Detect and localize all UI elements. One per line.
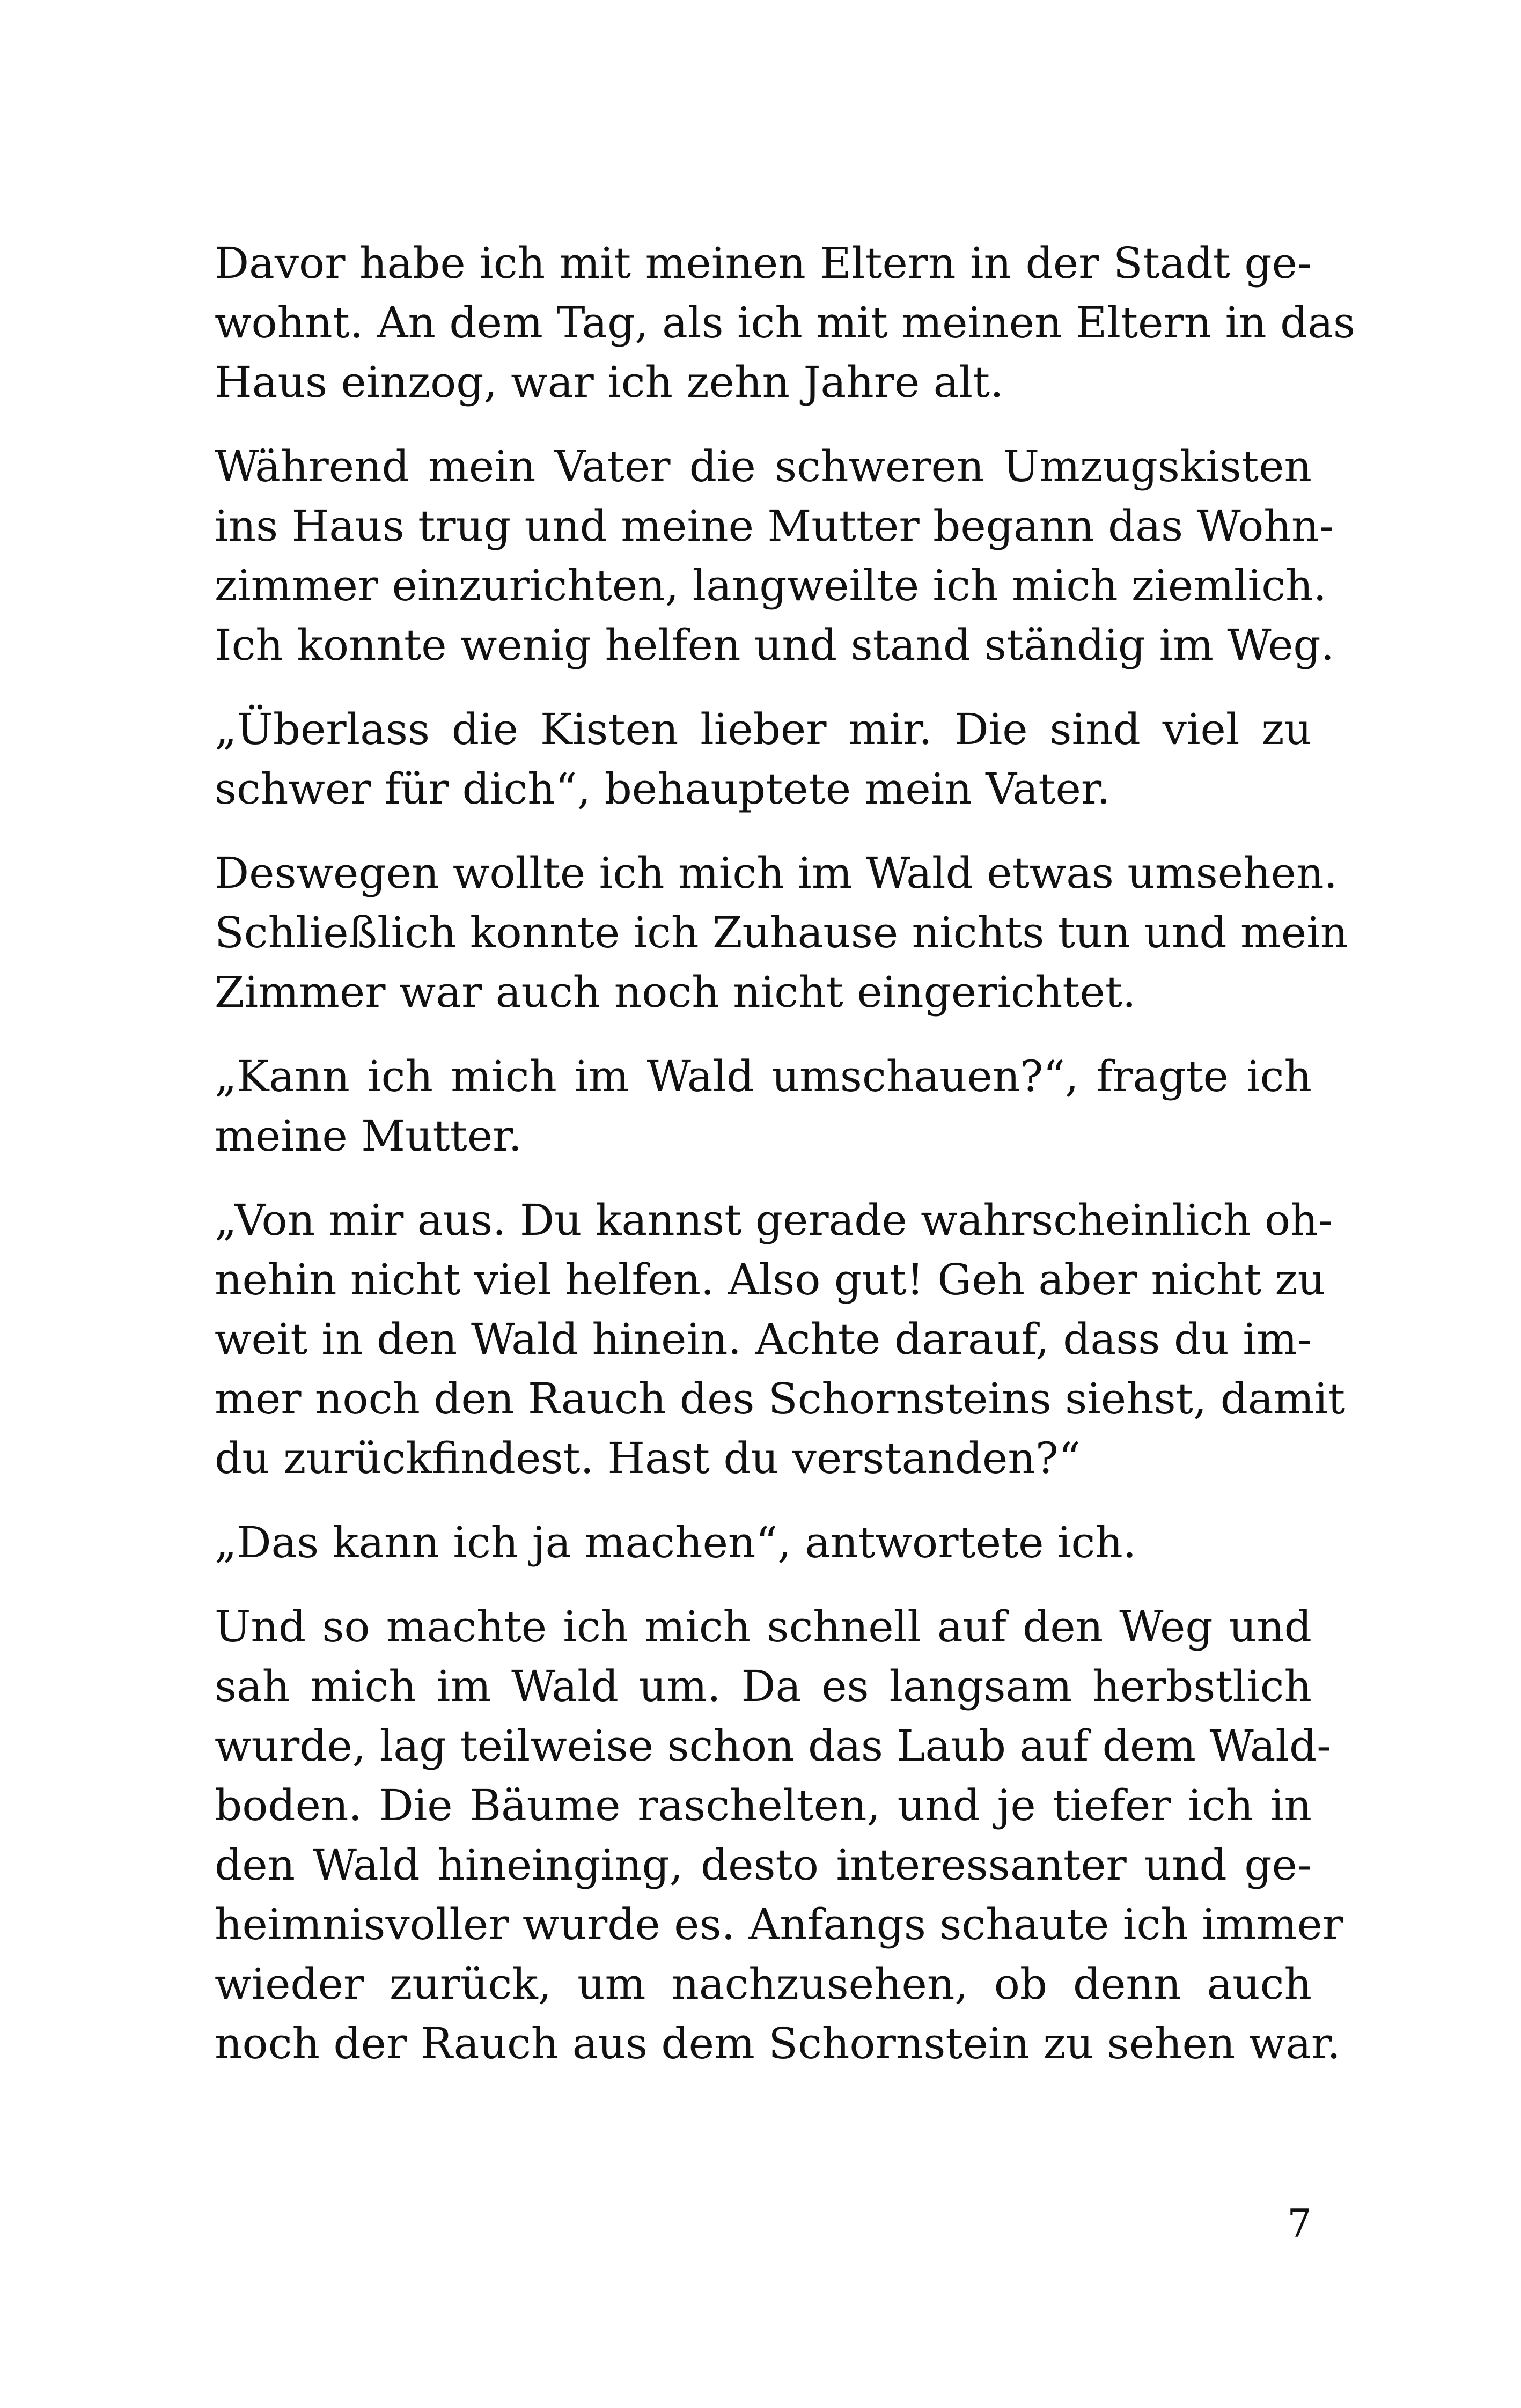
text-line: schwer für dich“, behauptete mein Vater. xyxy=(215,764,1111,814)
text-line: „Kann ich mich im Wald umschauen?“, fragte ich xyxy=(215,1051,1312,1101)
text-line: Deswegen wollte ich mich im Wald etwas umsehen. xyxy=(215,848,1338,898)
text-line: meine Mutter. xyxy=(215,1111,523,1161)
paragraph-8 xyxy=(215,1597,1343,2073)
text-line: weit in den Wald hinein. Achte darauf, dass du im- xyxy=(215,1314,1312,1364)
text-line: sah mich im Wald um. Da es langsam herbstlich xyxy=(215,1661,1312,1711)
text-line: zimmer einzurichten, langweilte ich mich ziemlich. xyxy=(215,561,1327,610)
text-line: den Wald hineinging, desto interessanter und ge- xyxy=(215,1840,1312,1890)
paragraph-7 xyxy=(215,1513,1312,1572)
text-line: Davor habe ich mit meinen Eltern in der Stadt ge- xyxy=(215,238,1312,288)
text-line: wohnt. An dem Tag, als ich mit meinen Eltern in das xyxy=(215,298,1356,348)
text-line: boden. Die Bäume raschelten, und je tiefer ich in xyxy=(215,1780,1312,1830)
text-line: Und so machte ich mich schnell auf den Weg und xyxy=(215,1602,1312,1652)
text-line: mer noch den Rauch des Schornsteins siehst, damit xyxy=(215,1374,1346,1424)
text-line: Haus einzog, war ich zehn Jahre alt. xyxy=(215,357,1004,407)
text-line: noch der Rauch aus dem Schornstein zu sehen war. xyxy=(215,2019,1341,2068)
text-line: „Von mir aus. Du kannst gerade wahrscheinlich oh- xyxy=(215,1195,1333,1245)
page-number: 7 xyxy=(1287,2201,1312,2246)
text-line: heimnisvoller wurde es. Anfangs schaute ich immer xyxy=(215,1899,1343,1949)
text-line: wieder zurück, um nachzusehen, ob denn auch xyxy=(215,1959,1312,2009)
text-line: ins Haus trug und meine Mutter begann das Wohn- xyxy=(215,501,1334,551)
paragraph-2 xyxy=(215,437,1335,675)
text-line: nehin nicht viel helfen. Also gut! Geh aber nicht zu xyxy=(215,1255,1326,1305)
text-line: Schließlich konnte ich Zuhause nichts tun und mein xyxy=(215,908,1348,958)
paragraph-1 xyxy=(215,233,1356,412)
paragraph-5 xyxy=(215,1047,1312,1166)
paragraph-6 xyxy=(215,1190,1346,1488)
text-line: Ich konnte wenig helfen und stand ständig im Weg. xyxy=(215,620,1335,670)
text-line: Während mein Vater die schweren Umzugskisten xyxy=(215,441,1312,491)
text-line: „Das kann ich ja machen“, antwortete ich. xyxy=(215,1518,1137,1567)
text-line: „Überlass die Kisten lieber mir. Die sind viel zu xyxy=(215,704,1312,754)
body-text xyxy=(215,233,1356,2098)
text-line: wurde, lag teilweise schon das Laub auf dem Wald- xyxy=(215,1721,1332,1771)
text-line: Zimmer war auch noch nicht eingerichtet. xyxy=(215,967,1136,1017)
paragraph-4 xyxy=(215,843,1348,1022)
paragraph-3 xyxy=(215,699,1312,819)
text-line: du zurückfindest. Hast du verstanden?“ xyxy=(215,1433,1081,1483)
